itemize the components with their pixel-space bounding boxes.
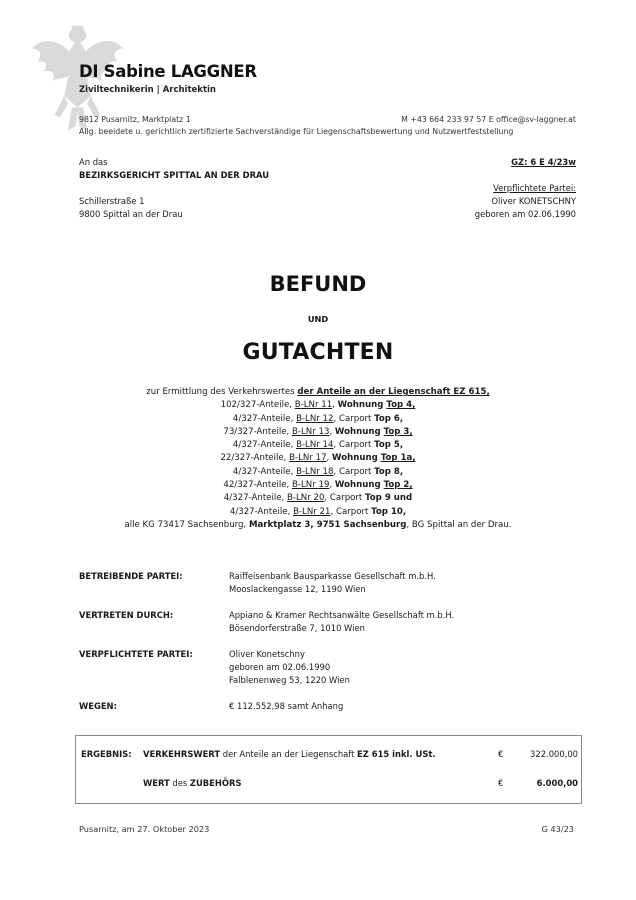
subject-line: 4/327-Anteile, B-LNr 12, Carport Top 6, xyxy=(232,413,404,424)
subject-line: 4/327-Anteile, B-LNr 14, Carport Top 5, xyxy=(232,440,404,451)
party-row xyxy=(79,609,454,635)
closing-bold: Marktplatz 3, 9751 Sachsenburg xyxy=(248,519,407,530)
result-row-zubehoer xyxy=(76,778,581,788)
author-subtitle: Ziviltechnikerin | Architektin xyxy=(79,85,216,95)
title-und: UND xyxy=(307,314,329,324)
title-befund: BEFUND xyxy=(269,272,367,296)
recipient-court: BEZIRKSGERICHT SPITTAL AN DER DRAU xyxy=(79,170,270,180)
subject-line: 73/327-Anteile, B-LNr 13, Wohnung Top 3, xyxy=(223,426,413,437)
author-contact: M +43 664 233 97 57 E office@sv-laggner.at xyxy=(401,115,576,124)
result-currency: € xyxy=(498,749,504,759)
recipient-street: Schillerstraße 1 xyxy=(79,196,145,206)
subject-line: 22/327-Anteile, B-LNr 17, Wohnung Top 1a, xyxy=(220,453,416,464)
subject-block xyxy=(0,386,636,532)
subject-line: 4/327-Anteile, B-LNr 20, Carport Top 9 und xyxy=(223,493,413,504)
result-label: ERGEBNIS: xyxy=(81,749,132,759)
subject-lines xyxy=(0,399,636,519)
party-value: Appiano & Kramer Rechtsanwälte Gesellschaft m.b.H. Bösendorferstraße 7, 1010 Wien xyxy=(229,610,455,633)
party-value: € 112.552,98 samt Anhang xyxy=(229,701,344,711)
footer-reference: G 43/23 xyxy=(541,824,574,834)
author-certification: Allg. beeidete u. gerichtlich zertifizierte Sachverständige für Liegenschaftsbewertung und Nutzwertfeststellung xyxy=(79,127,514,136)
party-label: BETREIBENDE PARTEI: xyxy=(79,571,183,581)
author-address: 9812 Pusarnitz, Marktplatz 1 xyxy=(79,115,191,124)
case-party-birth: geboren am 02.06.1990 xyxy=(474,209,576,219)
recipient-block xyxy=(79,156,269,221)
subject-closing xyxy=(0,519,636,532)
result-currency: € xyxy=(498,778,504,788)
party-row xyxy=(79,570,454,596)
subject-intro xyxy=(0,386,636,399)
footer-place-date: Pusarnitz, am 27. Oktober 2023 xyxy=(79,824,210,834)
subject-line: 4/327-Anteile, B-LNr 18, Carport Top 8, xyxy=(232,466,404,477)
party-label: WEGEN: xyxy=(79,701,117,711)
result-amount: 6.000,00 xyxy=(536,778,578,788)
recipient-line1: An das xyxy=(79,157,108,167)
case-number: GZ: 6 E 4/23w xyxy=(511,157,576,167)
subject-line: 102/327-Anteile, B-LNr 11, Wohnung Top 4, xyxy=(220,400,416,411)
party-value: Raiffeisenbank Bausparkasse Gesellschaft m.b.H. Mooslackengasse 12, 1190 Wien xyxy=(229,571,436,594)
party-label: VERPFLICHTETE PARTEI: xyxy=(79,649,193,659)
case-block xyxy=(475,156,576,221)
result-amount: 322.000,00 xyxy=(530,749,578,759)
party-row xyxy=(79,648,454,687)
case-party-name: Oliver KONETSCHNY xyxy=(491,196,576,206)
result-box xyxy=(75,735,582,804)
party-row xyxy=(79,700,454,713)
result-row-verkehrswert xyxy=(76,749,581,759)
party-value: Oliver Konetschny geboren am 02.06.1990 Falblenenweg 53, 1220 Wien xyxy=(229,649,350,685)
result-desc: WERT des ZUBEHÖRS xyxy=(143,778,242,788)
parties-block xyxy=(79,570,454,726)
result-desc: VERKEHRSWERT der Anteile an der Liegenschaft EZ 615 inkl. USt. xyxy=(143,749,436,759)
subject-line: 42/327-Anteile, B-LNr 19, Wohnung Top 2, xyxy=(223,480,413,491)
subject-intro-text: zur Ermittlung des Verkehrswertes xyxy=(146,387,298,397)
case-party-label: Verpflichtete Partei: xyxy=(493,183,576,193)
closing-post: , BG Spittal an der Drau. xyxy=(406,519,512,530)
closing-pre: alle KG 73417 Sachsenburg, xyxy=(124,519,249,530)
author-name: DI Sabine LAGGNER xyxy=(79,62,257,81)
subject-intro-bold: der Anteile an der Liegenschaft EZ 615, xyxy=(297,387,490,397)
title-gutachten: GUTACHTEN xyxy=(242,340,394,365)
subject-line: 4/327-Anteile, B-LNr 21, Carport Top 10, xyxy=(229,506,407,517)
recipient-city: 9800 Spittal an der Drau xyxy=(79,209,183,219)
party-label: VERTRETEN DURCH: xyxy=(79,610,174,620)
